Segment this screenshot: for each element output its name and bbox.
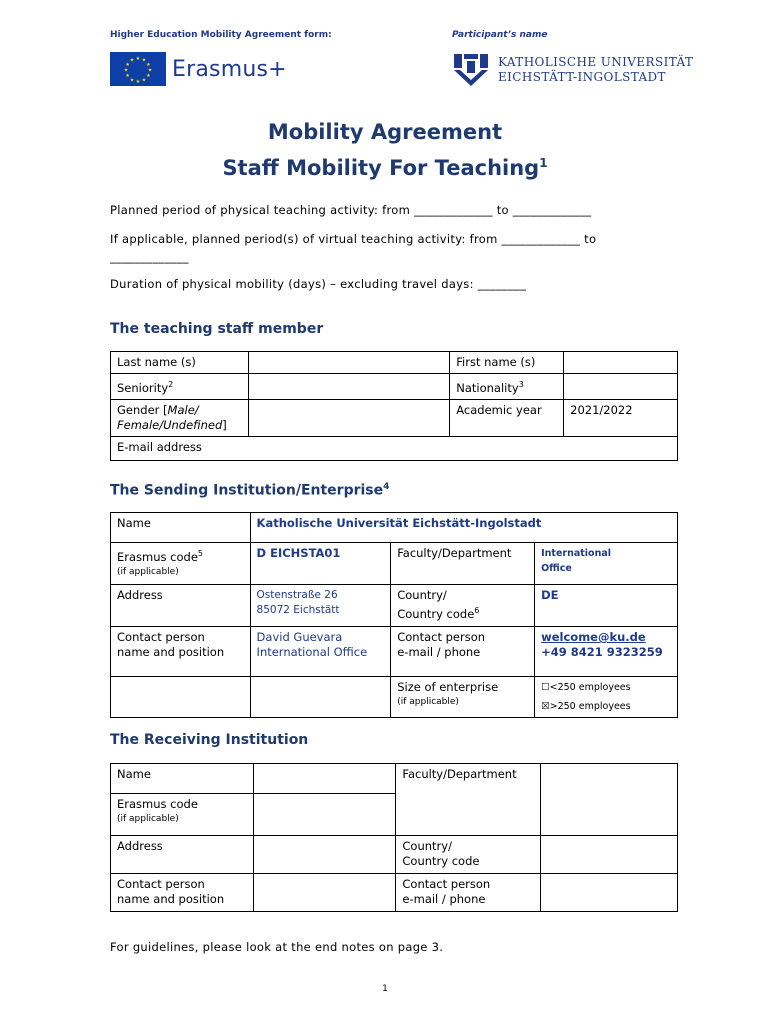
erasmus-logo — [110, 52, 287, 86]
receiving-institution-table — [110, 763, 678, 912]
contact-phone: +49 8421 9323259 — [541, 645, 663, 659]
svg-text:★: ★ — [135, 56, 141, 62]
erasmus-code-value: D EICHSTA01 — [250, 543, 391, 585]
eu-flag-icon — [110, 52, 166, 86]
empty-cell — [250, 677, 391, 718]
erasmus-code-label: Erasmus code$^5$ (if applicable) — [111, 543, 251, 585]
svg-text:★: ★ — [125, 73, 130, 79]
address-label: Address — [111, 585, 251, 627]
faculty-label: Faculty/Department — [396, 764, 541, 836]
gender-field[interactable] — [248, 400, 449, 437]
institution-name-value: Katholische Universität Eichstätt-Ingolstadt — [250, 513, 677, 543]
guidelines-note: For guidelines, please look at the end notes on page 3. — [110, 940, 444, 954]
last-name-field[interactable] — [248, 352, 449, 374]
first-name-label: First name (s) — [450, 352, 564, 374]
footnote-ref: 1 — [539, 156, 548, 170]
seniority-label: Seniority$^2$ — [111, 374, 249, 400]
virtual-period-line: If applicable, planned period(s) of virtual teaching activity: from _____________ to — [110, 232, 597, 246]
contact-email-label: Contact person e-mail / phone — [391, 627, 535, 677]
faculty-label: Faculty/Department — [391, 543, 535, 585]
gender-label: Gender [Male/ Female/Undefined] — [111, 400, 249, 437]
page-title: Mobility Agreement — [267, 120, 503, 144]
footnote-ref: 4 — [383, 482, 390, 492]
contact-email-field[interactable] — [541, 874, 678, 912]
svg-text:★: ★ — [141, 77, 147, 84]
address-field[interactable] — [253, 836, 396, 874]
first-name-field[interactable] — [564, 352, 678, 374]
address-value: Ostenstraße 26 85072 Eichstätt — [250, 585, 391, 627]
nationality-label: Nationality$^3$ — [450, 374, 564, 400]
contact-email-value — [535, 627, 678, 677]
country-label: Country/ Country code$^6$ — [391, 585, 535, 627]
staff-table — [110, 351, 678, 461]
university-name-line1: KATHOLISCHE UNIVERSITÄT — [498, 55, 694, 69]
enterprise-size-options — [535, 677, 678, 718]
svg-text:★: ★ — [125, 62, 130, 68]
academic-year-label: Academic year — [450, 400, 564, 437]
contact-person-label: Contact person name and position — [111, 874, 254, 912]
duration-line: Duration of physical mobility (days) – excluding travel days: ________ — [110, 277, 527, 291]
name-label: Name — [111, 513, 251, 543]
footnote-ref: 5 — [197, 549, 203, 558]
university-emblem-icon — [452, 52, 490, 88]
country-value: DE — [535, 585, 678, 627]
virtual-period-line-cont: _____________ — [110, 250, 189, 264]
address-label: Address — [111, 836, 254, 874]
last-name-label: Last name (s) — [111, 352, 249, 374]
erasmus-logo-text: Erasmus+ — [172, 56, 287, 82]
svg-text:★: ★ — [129, 57, 135, 64]
size-option-large-checkbox[interactable]: ☒>250 employees — [541, 701, 631, 712]
contact-email-link[interactable]: welcome@ku.de — [541, 630, 646, 644]
enterprise-size-label: Size of enterprise (if applicable) — [391, 677, 535, 718]
svg-text:★: ★ — [135, 79, 141, 85]
staff-section-heading: The teaching staff member — [110, 321, 324, 337]
university-logo — [452, 52, 693, 88]
page-subtitle: Staff Mobility For Teaching$^1$ — [222, 156, 548, 180]
email-label[interactable]: E-mail address — [111, 437, 678, 461]
erasmus-code-label: Erasmus code (if applicable) — [111, 794, 254, 836]
contact-person-field[interactable] — [253, 874, 396, 912]
footnote-ref: 6 — [474, 606, 480, 615]
faculty-field[interactable] — [541, 764, 678, 836]
country-field[interactable] — [541, 836, 678, 874]
name-label: Name — [111, 764, 254, 794]
contact-email-label: Contact person e-mail / phone — [396, 874, 541, 912]
participant-name-label: Participant’s name — [452, 30, 548, 40]
nationality-field[interactable] — [564, 374, 678, 400]
academic-year-value: 2021/2022 — [564, 400, 678, 437]
svg-text:★: ★ — [146, 62, 151, 68]
sending-section-heading: The Sending Institution/Enterprise$^4$ — [110, 482, 390, 499]
university-name-line2: EICHSTÄTT-INGOLSTADT — [498, 70, 666, 84]
form-label: Higher Education Mobility Agreement form: — [110, 30, 332, 40]
footnote-ref: 3 — [518, 380, 524, 389]
faculty-value: International Office — [535, 543, 678, 585]
svg-text:★: ★ — [146, 73, 151, 79]
empty-cell — [111, 677, 251, 718]
erasmus-code-field[interactable] — [253, 794, 396, 836]
name-field[interactable] — [253, 764, 396, 794]
receiving-section-heading: The Receiving Institution — [110, 732, 309, 748]
contact-person-label: Contact person name and position — [111, 627, 251, 677]
page-number: 1 — [382, 984, 388, 994]
contact-person-value: David Guevara International Office — [250, 627, 391, 677]
country-label: Country/ Country code — [396, 836, 541, 874]
svg-text:★: ★ — [129, 77, 135, 84]
footnote-ref: 2 — [168, 380, 174, 389]
sending-institution-table — [110, 512, 678, 718]
svg-text:★: ★ — [147, 67, 153, 74]
size-option-small-checkbox[interactable]: ☐<250 employees — [541, 682, 631, 693]
planned-period-line: Planned period of physical teaching activity: from _____________ to _____________ — [110, 203, 592, 217]
svg-text:★: ★ — [123, 67, 129, 74]
svg-text:★: ★ — [141, 57, 147, 64]
seniority-field[interactable] — [248, 374, 449, 400]
